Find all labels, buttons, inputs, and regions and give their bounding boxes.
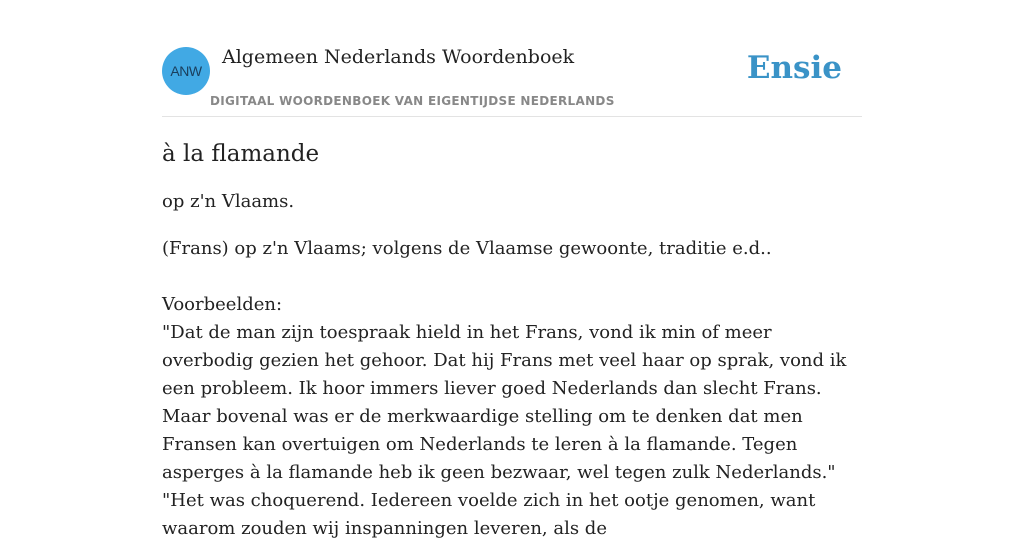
examples-text: "Dat de man zijn toespraak hield in het Frans, vond ik min of meer overbodig gezien het gehoor. Dat hij Frans met veel haar op sprak, vond ik een probleem. Ik hoor immers liever goed Nederlands dan slecht Frans. Maar bovenal was er de merkwaardige stelling om te denken dat men Fransen kan overtuigen om Nederlands te leren à la flamande. Tegen asperges à la flamande heb ik geen bezwaar, wel tegen zulk Nederlands." "Het was choquerend. Iedereen voelde zich in het ootje genomen, want waarom zouden wij inspanningen leveren, als de xyxy=(162,322,847,539)
site-subtitle: DIGITAAL WOORDENBOEK VAN EIGENTIJDSE NEDERLANDS xyxy=(210,94,615,108)
ensie-logo[interactable]: Ensie xyxy=(746,50,842,86)
entry-content xyxy=(162,138,862,543)
entry-headword: à la flamande xyxy=(162,141,320,167)
site-title[interactable]: Algemeen Nederlands Woordenboek xyxy=(222,46,575,68)
short-definition: op z'n Vlaams. xyxy=(162,191,295,212)
long-definition: (Frans) op z'n Vlaams; volgens de Vlaamse gewoonte, traditie e.d.. xyxy=(162,238,772,259)
anw-logo[interactable]: ANW xyxy=(162,47,210,95)
examples-label: Voorbeelden: xyxy=(162,294,283,315)
site-header xyxy=(162,0,862,117)
